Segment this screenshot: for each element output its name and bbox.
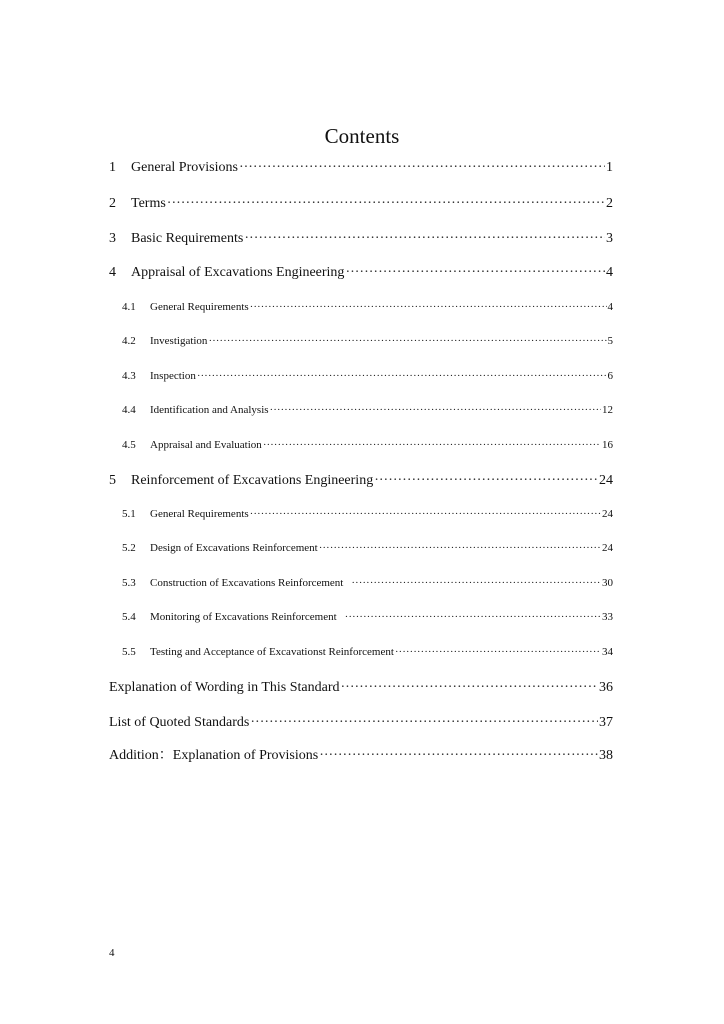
toc-entry-number: 2 [109,196,116,211]
toc-entry-5-2[interactable] [122,541,613,555]
toc-entry-page: 16 [602,439,613,451]
dot-leader [208,334,606,348]
toc-entry-title: Testing and Acceptance of Excavationst Reinforcement [150,646,394,658]
toc-entry-title: Inspection [150,370,196,382]
toc-entry-5-3[interactable] [122,576,613,590]
dot-leader [250,507,601,521]
toc-entry-title: List of Quoted Standards [109,715,250,730]
toc-entry-1[interactable] [109,159,613,177]
toc-entry-title: Design of Excavations Reinforcement [150,542,318,554]
toc-entry-page: 24 [602,508,613,520]
dot-leader [244,230,605,248]
toc-entry-4[interactable] [109,264,613,282]
dot-leader [239,159,605,177]
toc-entry-page: 34 [602,646,613,658]
toc-entry-page: 30 [602,577,613,589]
dot-leader [250,300,607,314]
toc-entry-title: General Provisions [131,160,238,175]
toc-entry-title: General Requirements [150,301,249,313]
dot-leader [395,645,601,659]
toc-entry-number: 5.4 [122,611,136,623]
toc-entry-number: 4.4 [122,404,136,416]
footer-page-number: 4 [109,947,115,959]
toc-entry-4-4[interactable] [122,403,613,417]
toc-entry-title: Appraisal and Evaluation [150,439,262,451]
toc-entry-page: 38 [599,748,613,763]
toc-entry-5[interactable] [109,472,613,490]
toc-entry-title: General Requirements [150,508,249,520]
dot-leader [345,264,605,282]
toc-entry-title: Addition：Explanation of Provisions [109,748,319,763]
toc-entry-number: 1 [109,160,116,175]
toc-entry-page: 37 [599,715,613,730]
toc-entry-5-5[interactable] [122,645,613,659]
dot-leader [270,403,601,417]
dot-leader [351,576,601,590]
toc-entry-page: 4 [607,301,613,313]
toc-entry-page: 12 [602,404,613,416]
toc-entry-number: 5.2 [122,542,136,554]
toc-entry-page: 4 [606,265,613,280]
dot-leader [197,369,607,383]
toc-entry-5-4[interactable] [122,610,613,624]
toc-entry-page: 24 [602,542,613,554]
toc-entry-3[interactable] [109,230,613,248]
dot-leader [250,714,598,732]
toc-entry-page: 36 [599,680,613,695]
toc-entry-number: 3 [109,231,116,246]
toc-entry-page: 2 [606,196,613,211]
toc-entry-number: 5.3 [122,577,136,589]
toc-entry-explanation-of-wording[interactable] [109,679,613,697]
toc-entry-page: 33 [602,611,613,623]
toc-entry-title: Appraisal of Excavations Engineering [131,265,345,280]
toc-entry-4-5[interactable] [122,438,613,452]
toc-entry-title: Terms [131,196,166,211]
toc-entry-number: 4.1 [122,301,136,313]
page-title: Contents [324,124,400,148]
toc-entry-number: 4.2 [122,335,136,347]
toc-entry-title: Identification and Analysis [150,404,269,416]
toc-entry-number: 4.3 [122,370,136,382]
toc-entry-5-1[interactable] [122,507,613,521]
toc-entry-title: Investigation [150,335,208,347]
toc-entry-page: 3 [606,231,613,246]
toc-entry-title: Explanation of Wording in This Standard [109,680,340,695]
toc-entry-title: Monitoring of Excavations Reinforcement [150,611,337,623]
toc-entry-page: 1 [606,160,613,175]
toc-entry-2[interactable] [109,195,613,213]
toc-entry-number: 4.5 [122,439,136,451]
toc-entry-4-1[interactable] [122,300,613,314]
toc-entry-title: Basic Requirements [131,231,244,246]
toc-entry-number: 5.5 [122,646,136,658]
toc-entry-quoted-standards[interactable] [109,714,613,732]
dot-leader [374,472,598,490]
dot-leader [167,195,605,213]
dot-leader [319,541,601,555]
toc-entry-number: 5.1 [122,508,136,520]
toc-entry-4-2[interactable] [122,334,613,348]
dot-leader [263,438,601,452]
toc-entry-page: 24 [599,473,613,488]
toc-entry-title: Reinforcement of Excavations Engineering [131,473,374,488]
toc-entry-page: 6 [607,370,613,382]
toc-entry-number: 4 [109,265,116,280]
dot-leader [319,747,598,765]
toc-entry-page: 5 [607,335,613,347]
toc-entry-title: Construction of Excavations Reinforcement [150,577,344,589]
toc-entry-addition[interactable] [109,747,613,765]
dot-leader [345,610,601,624]
dot-leader [341,679,599,697]
toc-entry-4-3[interactable] [122,369,613,383]
toc-entry-number: 5 [109,473,116,488]
